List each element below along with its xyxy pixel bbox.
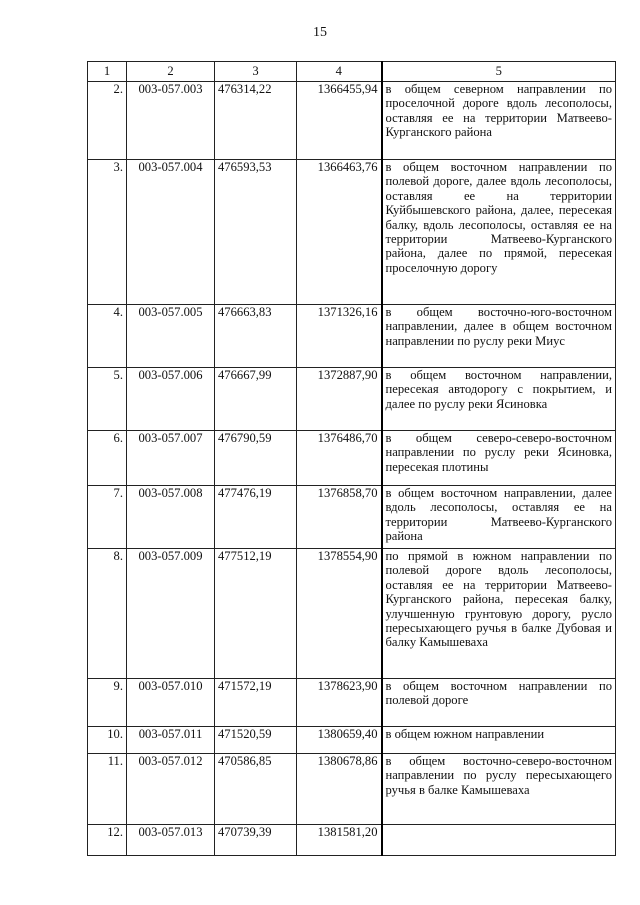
boundary-description (382, 825, 616, 856)
coordinate-x: 470739,39 (215, 825, 297, 856)
point-code: 003-057.004 (127, 160, 215, 305)
coordinate-x: 477476,19 (215, 486, 297, 549)
table-row (88, 305, 616, 368)
coordinate-x: 476790,59 (215, 431, 297, 486)
table-row (88, 679, 616, 727)
table-row (88, 727, 616, 754)
point-code: 003-057.007 (127, 431, 215, 486)
coordinate-y: 1381581,20 (297, 825, 382, 856)
coordinate-x: 476593,53 (215, 160, 297, 305)
row-number: 11. (88, 754, 127, 825)
coordinate-y: 1371326,16 (297, 305, 382, 368)
table-row (88, 160, 616, 305)
boundary-description: в общем южном направлении (382, 727, 616, 754)
row-number: 10. (88, 727, 127, 754)
coordinate-y: 1376858,70 (297, 486, 382, 549)
table-row (88, 368, 616, 431)
point-code: 003-057.013 (127, 825, 215, 856)
coordinate-x: 476667,99 (215, 368, 297, 431)
table-row (88, 486, 616, 549)
boundary-description: по прямой в южном направлении по полевой дороге вдоль лесополосы, оставляя ее на территории Матвеево-Курганского района, пересекая балку, улучшенную грунтовую дорогу, русло пересыхающего ручья в балке Дубовая и балку Камышеваха (382, 549, 616, 679)
coordinate-x: 471572,19 (215, 679, 297, 727)
row-number: 4. (88, 305, 127, 368)
col-header-4: 4 (297, 62, 382, 82)
coordinate-y: 1380659,40 (297, 727, 382, 754)
coordinate-y: 1366455,94 (297, 82, 382, 160)
row-number: 12. (88, 825, 127, 856)
col-header-5: 5 (382, 62, 616, 82)
point-code: 003-057.009 (127, 549, 215, 679)
col-header-1: 1 (88, 62, 127, 82)
boundary-description: в общем восточном направлении по полевой дороге (382, 679, 616, 727)
coordinate-y: 1366463,76 (297, 160, 382, 305)
point-code: 003-057.011 (127, 727, 215, 754)
table-row (88, 82, 616, 160)
coordinate-x: 471520,59 (215, 727, 297, 754)
point-code: 003-057.003 (127, 82, 215, 160)
row-number: 7. (88, 486, 127, 549)
boundary-description: в общем восточном направлении, далее вдоль лесополосы, оставляя ее на территории Матвеево-Курганского района (382, 486, 616, 549)
point-code: 003-057.005 (127, 305, 215, 368)
coordinate-y: 1376486,70 (297, 431, 382, 486)
boundary-table (87, 61, 616, 856)
table-row (88, 431, 616, 486)
boundary-description: в общем северо-северо-восточном направлении по руслу реки Ясиновка, пересекая плотины (382, 431, 616, 486)
boundary-description: в общем северном направлении по проселочной дороге вдоль лесополосы, оставляя ее на территории Матвеево-Курганского района (382, 82, 616, 160)
point-code: 003-057.010 (127, 679, 215, 727)
boundary-description: в общем восточном направлении по полевой дороге, далее вдоль лесополосы, оставляя ее на территории Куйбышевского района, далее, пересекая балку, вдоль лесополосы, оставляя ее на территории Матвеево-Курганского района, далее по прямой, пересекая проселочную дорогу (382, 160, 616, 305)
boundary-description: в общем восточно-северо-восточном направлении по руслу пересыхающего ручья в балке Камышеваха (382, 754, 616, 825)
coordinate-y: 1372887,90 (297, 368, 382, 431)
boundary-description: в общем восточно-юго-восточном направлении, далее в общем восточном направлении по руслу реки Миус (382, 305, 616, 368)
row-number: 3. (88, 160, 127, 305)
table-row (88, 825, 616, 856)
coordinate-x: 470586,85 (215, 754, 297, 825)
row-number: 6. (88, 431, 127, 486)
point-code: 003-057.008 (127, 486, 215, 549)
table-header-row (88, 62, 616, 82)
boundary-description: в общем восточном направлении, пересекая автодорогу с покрытием, и далее по руслу реки Ясиновка (382, 368, 616, 431)
row-number: 9. (88, 679, 127, 727)
col-header-2: 2 (127, 62, 215, 82)
coordinate-y: 1378623,90 (297, 679, 382, 727)
table-row (88, 549, 616, 679)
page-number: 15 (313, 25, 327, 40)
point-code: 003-057.012 (127, 754, 215, 825)
coordinate-x: 476314,22 (215, 82, 297, 160)
coordinate-y: 1378554,90 (297, 549, 382, 679)
row-number: 5. (88, 368, 127, 431)
col-header-3: 3 (215, 62, 297, 82)
row-number: 2. (88, 82, 127, 160)
coordinate-x: 476663,83 (215, 305, 297, 368)
coordinate-x: 477512,19 (215, 549, 297, 679)
table-row (88, 754, 616, 825)
coordinate-y: 1380678,86 (297, 754, 382, 825)
point-code: 003-057.006 (127, 368, 215, 431)
row-number: 8. (88, 549, 127, 679)
